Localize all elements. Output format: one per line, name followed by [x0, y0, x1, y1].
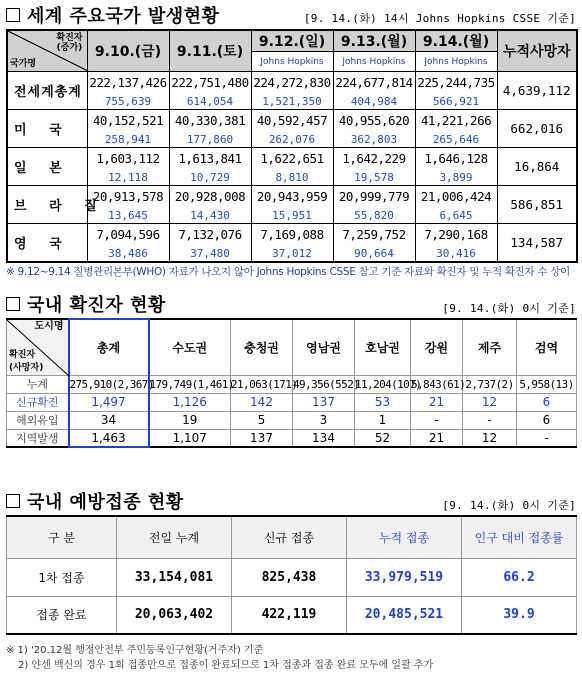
value-cell: 5,843(61) [411, 375, 463, 393]
increase-cell: 13,645 [87, 208, 169, 224]
increase-cell: 262,076 [251, 132, 333, 148]
vaccine-value: 39.9 [462, 596, 577, 634]
diagonal-header [7, 319, 69, 375]
increase-cell: 12,118 [87, 170, 169, 186]
cases-cell: 1,613,841 [169, 148, 251, 170]
row-label: 해외유입 [7, 411, 69, 429]
source-label: Johns Hopkins [251, 52, 333, 72]
date-col-2: 9.12.(일) [251, 30, 333, 52]
value-cell: 53 [355, 393, 411, 411]
cases-cell: 7,169,088 [251, 224, 333, 246]
header-confirmed: 확진자 (증가) [56, 33, 83, 53]
col-yeongnam: 영남권 [293, 319, 355, 375]
checkbox-icon [6, 297, 20, 311]
world-cases-table [6, 29, 578, 263]
col-category: 구 분 [7, 516, 117, 558]
value-cell: - [463, 411, 517, 429]
row-label: 지역발생 [7, 429, 69, 447]
col-jeju: 제주 [463, 319, 517, 375]
increase-cell: 37,480 [169, 246, 251, 262]
value-cell: 5,958(13) [517, 375, 577, 393]
cases-cell: 1,622,651 [251, 148, 333, 170]
vaccine-value: 33,154,081 [117, 558, 232, 596]
dose-label: 1차 접종 [7, 558, 117, 596]
value-cell: 12 [463, 429, 517, 447]
value-cell: 142 [231, 393, 293, 411]
increase-cell: 1,521,350 [251, 94, 333, 110]
deaths-cell: 586,851 [497, 186, 577, 224]
value-cell: 1,463 [69, 429, 149, 447]
cases-cell: 224,272,830 [251, 72, 333, 94]
cases-cell: 222,137,426 [87, 72, 169, 94]
value-cell: 12 [463, 393, 517, 411]
cases-cell: 7,290,168 [415, 224, 497, 246]
increase-cell: 258,941 [87, 132, 169, 148]
country-name: 브 라 질 [7, 186, 87, 224]
section3-note: [9. 14.(화) 0시 기준] [442, 499, 576, 512]
increase-cell: 8,810 [251, 170, 333, 186]
date-col-3: 9.13.(월) [333, 30, 415, 52]
col-cumulative: 누적 접종 [347, 516, 462, 558]
increase-cell: 90,664 [333, 246, 415, 262]
row-label: 신규확진 [7, 393, 69, 411]
section1-footnote: ※ 9.12~9.14 질병관리본부(WHO) 자료가 나오지 않아 Johns Hopkins CSSE 참고 기준 자료와 확진자 및 누적 확진자 수 상이 [6, 266, 570, 278]
source-label: Johns Hopkins [333, 52, 415, 72]
value-cell: 21,063(171) [231, 375, 293, 393]
col-new: 신규 접종 [232, 516, 347, 558]
cases-cell: 7,094,596 [87, 224, 169, 246]
cases-cell: 41,221,266 [415, 110, 497, 132]
vaccine-value: 20,485,521 [347, 596, 462, 634]
country-name: 영 국 [7, 224, 87, 262]
increase-cell: 3,899 [415, 170, 497, 186]
increase-cell: 19,578 [333, 170, 415, 186]
deaths-cell: 662,016 [497, 110, 577, 148]
value-cell: 21 [411, 429, 463, 447]
increase-cell: 362,803 [333, 132, 415, 148]
increase-cell: 37,012 [251, 246, 333, 262]
increase-cell: 177,860 [169, 132, 251, 148]
vaccination-table [6, 515, 577, 635]
cases-cell: 40,152,521 [87, 110, 169, 132]
deaths-header: 누적사망자 [497, 30, 577, 72]
value-cell: 21 [411, 393, 463, 411]
cases-cell: 1,646,128 [415, 148, 497, 170]
section3-footnote-2: 2) 얀센 백신의 경우 1회 접종만으로 접종이 완료되므로 1차 접종과 접종 완료 모두에 일괄 추가 [18, 660, 434, 671]
cases-cell: 222,751,480 [169, 72, 251, 94]
value-cell: 1,126 [149, 393, 231, 411]
increase-cell: 404,984 [333, 94, 415, 110]
col-prev-total: 전일 누계 [117, 516, 232, 558]
value-cell: 6 [517, 393, 577, 411]
section1-title: 세계 주요국가 발생현황 [6, 4, 219, 26]
cases-cell: 224,677,814 [333, 72, 415, 94]
col-capital: 수도권 [149, 319, 231, 375]
date-col-0: 9.10.(금) [87, 30, 169, 72]
value-cell: 137 [231, 429, 293, 447]
vaccine-value: 66.2 [462, 558, 577, 596]
checkbox-icon [6, 8, 20, 22]
cases-cell: 7,132,076 [169, 224, 251, 246]
date-col-4: 9.14.(월) [415, 30, 497, 52]
increase-cell: 6,645 [415, 208, 497, 224]
section3-title: 국내 예방접종 현황 [6, 490, 184, 512]
value-cell: 49,356(552) [293, 375, 355, 393]
value-cell: - [411, 411, 463, 429]
value-cell: 52 [355, 429, 411, 447]
cases-cell: 1,603,112 [87, 148, 169, 170]
country-name: 일 본 [7, 148, 87, 186]
col-honam: 호남권 [355, 319, 411, 375]
value-cell: - [517, 429, 577, 447]
section1-note: [9. 14.(화) 14시 Johns Hopkins CSSE 기준] [303, 12, 576, 25]
value-cell: 19 [149, 411, 231, 429]
col-quarantine: 검역 [517, 319, 577, 375]
vaccine-value: 33,979,519 [347, 558, 462, 596]
header-region: 도시명 [34, 321, 64, 332]
value-cell: 2,737(2) [463, 375, 517, 393]
col-total: 총계 [69, 319, 149, 375]
increase-cell: 265,646 [415, 132, 497, 148]
vaccine-value: 825,438 [232, 558, 347, 596]
value-cell: 275,910(2,367) [69, 375, 149, 393]
deaths-cell: 4,639,112 [497, 72, 577, 110]
value-cell: 34 [69, 411, 149, 429]
cases-cell: 40,955,620 [333, 110, 415, 132]
value-cell: 179,749(1,461) [149, 375, 231, 393]
value-cell: 1,497 [69, 393, 149, 411]
domestic-cases-table [6, 318, 577, 448]
source-label: Johns Hopkins [415, 52, 497, 72]
increase-cell: 755,639 [87, 94, 169, 110]
increase-cell: 30,416 [415, 246, 497, 262]
cases-cell: 1,642,229 [333, 148, 415, 170]
cases-cell: 20,943,959 [251, 186, 333, 208]
increase-cell: 14,430 [169, 208, 251, 224]
section2-note: [9. 14.(화) 0시 기준] [442, 302, 576, 315]
value-cell: 137 [293, 393, 355, 411]
increase-cell: 614,054 [169, 94, 251, 110]
cases-cell: 20,928,008 [169, 186, 251, 208]
increase-cell: 15,951 [251, 208, 333, 224]
cases-cell: 20,999,779 [333, 186, 415, 208]
cases-cell: 7,259,752 [333, 224, 415, 246]
checkbox-icon [6, 494, 20, 508]
value-cell: 11,204(107) [355, 375, 411, 393]
increase-cell: 566,921 [415, 94, 497, 110]
value-cell: 3 [293, 411, 355, 429]
increase-cell: 10,729 [169, 170, 251, 186]
deaths-cell: 16,864 [497, 148, 577, 186]
date-col-1: 9.11.(토) [169, 30, 251, 72]
country-name: 미 국 [7, 110, 87, 148]
diagonal-header [7, 30, 87, 72]
header-confirmed: 확진자 (사망자) [9, 349, 44, 373]
value-cell: 1,107 [149, 429, 231, 447]
deaths-cell: 134,587 [497, 224, 577, 262]
value-cell: 5 [231, 411, 293, 429]
row-label: 누계 [7, 375, 69, 393]
value-cell: 1 [355, 411, 411, 429]
cases-cell: 20,913,578 [87, 186, 169, 208]
dose-label: 접종 완료 [7, 596, 117, 634]
vaccine-value: 20,063,402 [117, 596, 232, 634]
section3-footnote-1: ※ 1) '20.12월 행정안전부 주민등록인구현황(거주자) 기준 [6, 645, 264, 656]
cases-cell: 21,006,424 [415, 186, 497, 208]
country-name: 전세계총계 [7, 72, 87, 110]
value-cell: 6 [517, 411, 577, 429]
value-cell: 134 [293, 429, 355, 447]
increase-cell: 38,486 [87, 246, 169, 262]
vaccine-value: 422,119 [232, 596, 347, 634]
header-country: 국가명 [10, 59, 37, 69]
cases-cell: 225,244,735 [415, 72, 497, 94]
increase-cell: 55,820 [333, 208, 415, 224]
section2-title: 국내 확진자 현황 [6, 293, 166, 315]
cases-cell: 40,592,457 [251, 110, 333, 132]
cases-cell: 40,330,381 [169, 110, 251, 132]
col-rate: 인구 대비 접종률 [462, 516, 577, 558]
col-chungcheong: 충청권 [231, 319, 293, 375]
col-gangwon: 강원 [411, 319, 463, 375]
